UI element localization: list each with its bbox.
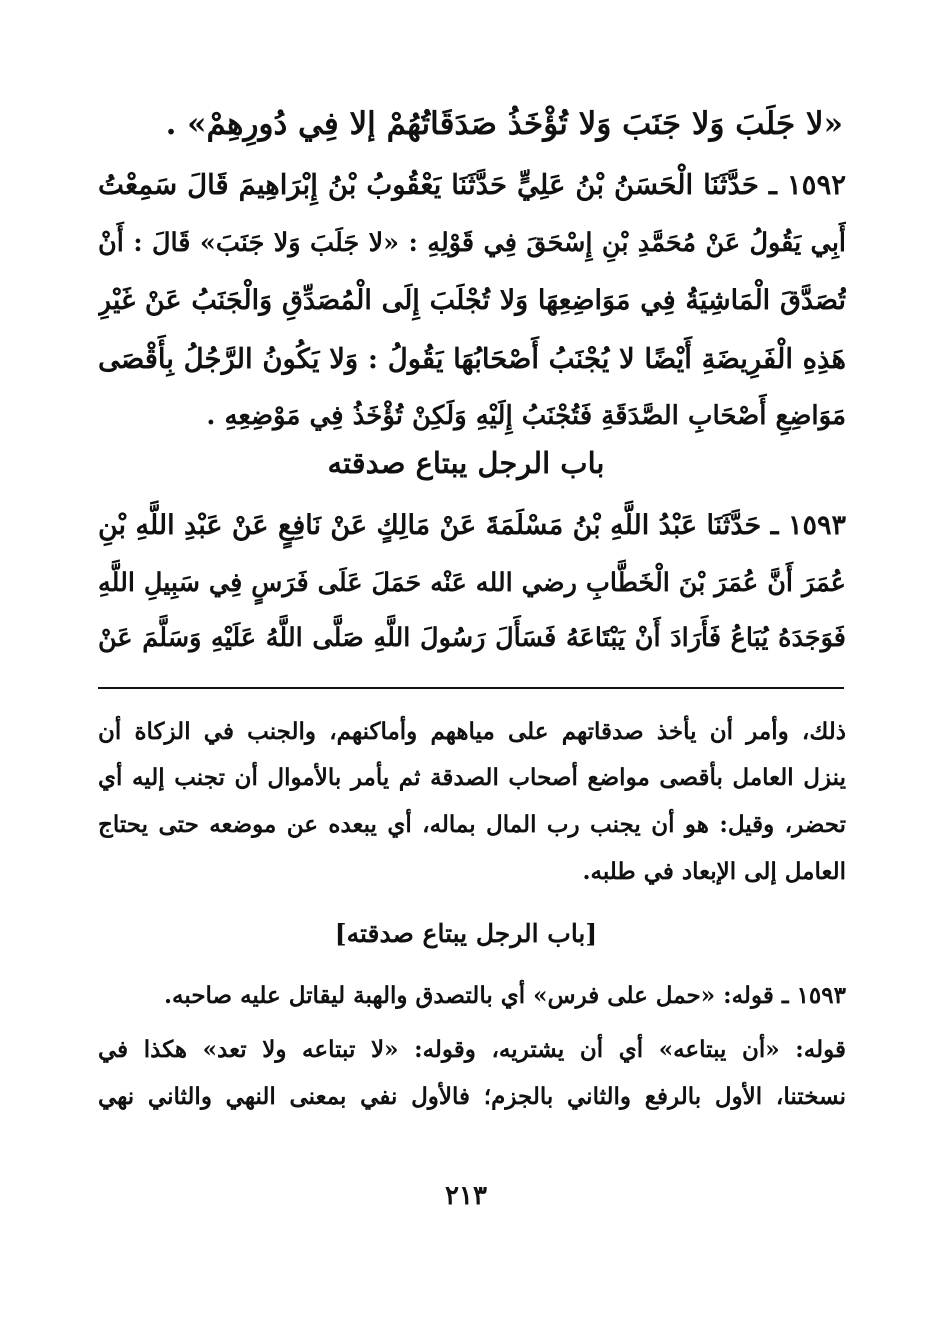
commentary-line-2: ينزل العامل بأقصى مواضع أصحاب الصدقة ثم يأمر بالأموال أن تجنب إليه أي (98, 764, 846, 791)
footnote-separator (98, 687, 844, 689)
main-text-line-7: ١٥٩٣ ـ حَدَّثَنَا عَبْدُ اللَّهِ بْنُ مَسْلَمَةَ عَنْ مَالِكٍ عَنْ نَافِعٍ عَنْ عَبْدِ اللَّهِ بْنِ (98, 510, 846, 541)
main-text-line-2: ١٥٩٢ ـ حَدَّثَنَا الْحَسَنُ بْنُ عَلِيٍّ حَدَّثَنَا يَعْقُوبُ بْنُ إِبْرَاهِيمَ قَالَ سَمِعْتُ (98, 169, 846, 201)
commentary-line-7: نسختنا، الأول بالرفع والثاني بالجزم؛ فالأول نفي بمعنى النهي والثاني نهي (98, 1083, 846, 1110)
main-text-line-9: فَوَجَدَهُ يُبَاعُ فَأَرَادَ أَنْ يَبْتَاعَهُ فَسَأَلَ رَسُولَ اللَّهِ صَلَّى اللَّهُ عَلَيْهِ وَسَلَّمَ عَنْ (98, 623, 846, 653)
main-text-line-1: «لا جَلَبَ وَلا جَنَبَ وَلا تُؤْخَذُ صَدَقَاتُهُمْ إلا فِي دُورِهِمْ» . (165, 106, 843, 142)
commentary-heading: [باب الرجل يبتاع صدقته] (334, 919, 598, 948)
main-text-line-5: هَذِهِ الْفَرِيضَةِ أَيْضًا لا يُجْنَبُ أَصْحَابُهَا يَقُولُ : وَلا يَكُونُ الرَّجُلُ بِأَقْصَى (98, 343, 846, 375)
main-text-line-4: تُصَدَّقَ الْمَاشِيَةُ فِي مَوَاضِعِهَا وَلا تُجْلَبَ إِلَى الْمُصَدِّقِ وَالْجَنَبُ عَنْ غَيْرِ (98, 285, 846, 316)
main-text-line-3: أَبِي يَقُولُ عَنْ مُحَمَّدِ بْنِ إِسْحَقَ فِي قَوْلِهِ : «لا جَلَبَ وَلا جَنَبَ» قَالَ : أَنْ (98, 228, 846, 258)
main-text-line-6: مَوَاضِعِ أَصْحَابِ الصَّدَقَةِ فَتُجْنَبُ إِلَيْهِ وَلَكِنْ تُؤْخَذُ فِي مَوْضِعِهِ . (206, 401, 846, 431)
page-number: ٢١٣ (445, 1181, 487, 1211)
commentary-line-6: قوله: «أن يبتاعه» أي أن يشتريه، وقوله: «لا تبتاعه ولا تعد» هكذا في (98, 1036, 846, 1063)
commentary-line-1: ذلك، وأمر أن يأخذ صدقاتهم على مياههم وأماكنهم، والجنب في الزكاة أن (98, 718, 846, 745)
main-text-line-8: عُمَرَ أَنَّ عُمَرَ بْنَ الْخَطَّابِ رضي الله عَنْه حَمَلَ عَلَى فَرَسٍ فِي سَبِيلِ اللَّهِ (98, 568, 846, 598)
commentary-line-4: العامل إلى الإبعاد في طلبه. (582, 858, 846, 885)
commentary-line-5: ١٥٩٣ ـ قوله: «حمل على فرس» أي بالتصدق والهبة ليقاتل عليه صاحبه. (164, 982, 846, 1009)
chapter-heading: باب الرجل يبتاع صدقته (327, 446, 605, 480)
commentary-line-3: تحضر، وقيل: هو أن يجنب رب المال بماله، أي يبعده عن موضعه حتى يحتاج (98, 811, 846, 838)
